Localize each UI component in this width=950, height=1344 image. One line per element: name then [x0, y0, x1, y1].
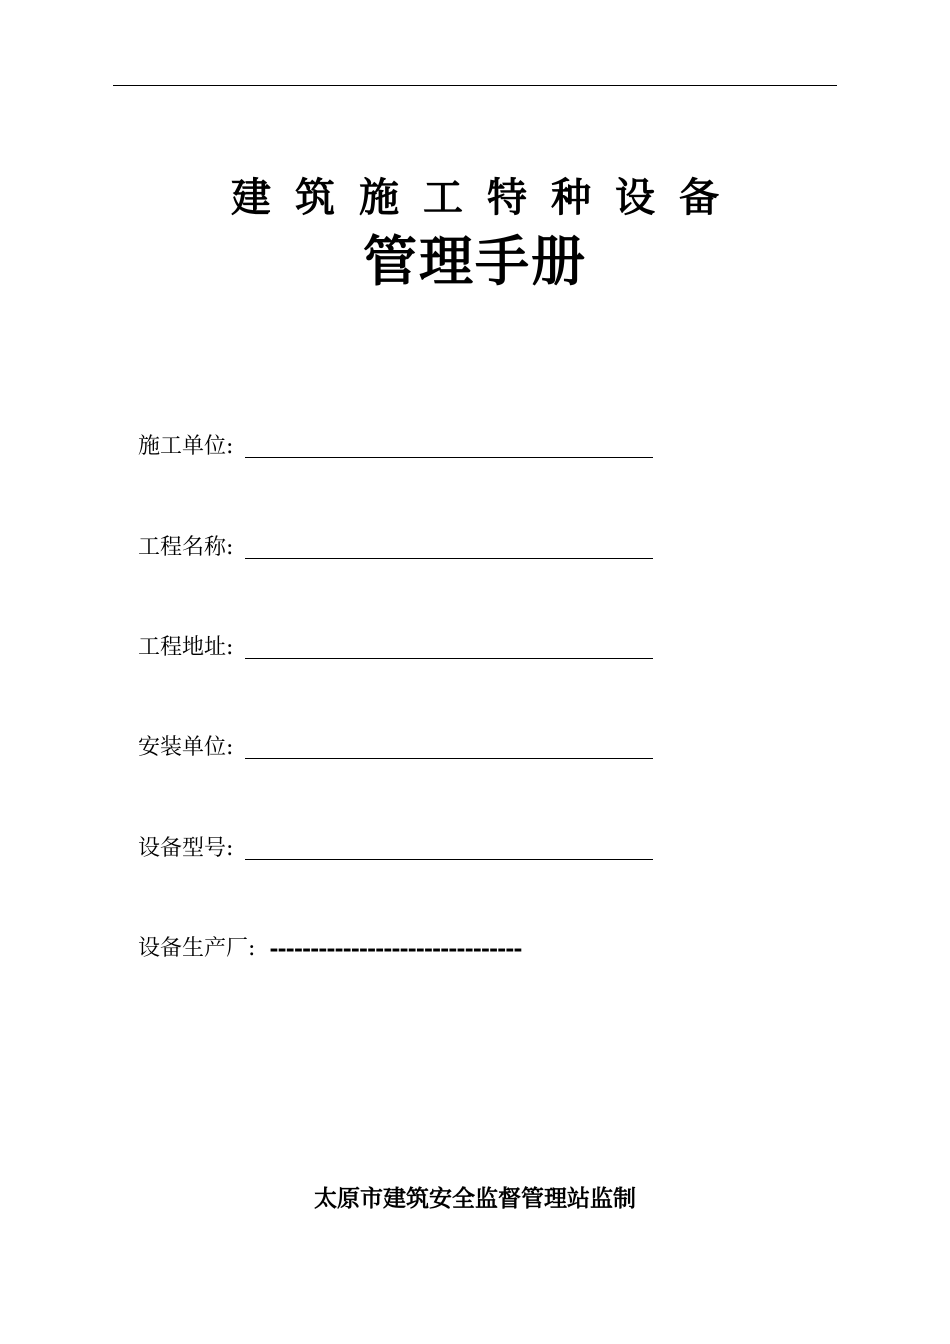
header-rule	[113, 85, 837, 86]
field-label: 安装单位:	[138, 735, 234, 760]
document-subtitle: 管理手册	[363, 229, 587, 293]
field-label: 工程名称:	[138, 535, 234, 560]
field-construction-unit	[138, 428, 653, 462]
field-label: 设备生产厂:	[138, 936, 256, 961]
blank-line	[245, 457, 653, 458]
field-manufacturer	[138, 930, 521, 964]
blank-line	[245, 859, 653, 860]
blank-line	[245, 758, 653, 759]
field-label: 工程地址:	[138, 635, 234, 660]
field-project-name	[138, 529, 653, 563]
field-installation-unit	[138, 729, 653, 763]
blank-line	[245, 558, 653, 559]
blank-line	[245, 658, 653, 659]
field-label: 设备型号:	[138, 836, 234, 861]
issuer-footer: 太原市建筑安全监督管理站监制	[314, 1185, 636, 1212]
field-equipment-model	[138, 830, 653, 864]
field-project-address	[138, 629, 653, 663]
dashed-blank: -------------------------------	[269, 936, 522, 962]
document-title: 建筑施工特种设备	[231, 174, 743, 221]
field-label: 施工单位:	[138, 434, 234, 459]
